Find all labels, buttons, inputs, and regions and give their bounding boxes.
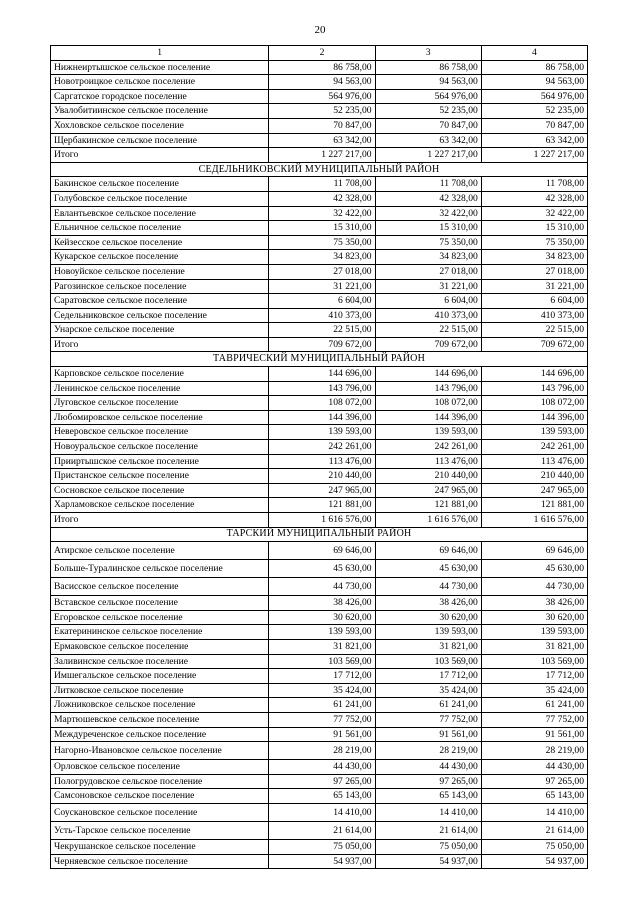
settlement-name-cell: Ельничное сельское поселение — [51, 221, 269, 236]
value-cell-4: 42 328,00 — [481, 191, 587, 206]
value-cell-3: 86 758,00 — [375, 60, 481, 75]
value-cell-2: 63 342,00 — [269, 133, 375, 148]
value-cell-3: 61 241,00 — [375, 698, 481, 713]
value-cell-2: 30 620,00 — [269, 610, 375, 625]
value-cell-4: 65 143,00 — [481, 789, 587, 804]
value-cell-2: 108 072,00 — [269, 396, 375, 411]
value-cell-3: 31 221,00 — [375, 279, 481, 294]
settlement-name-cell: Евлантьевское сельское поселение — [51, 206, 269, 221]
value-cell-3: 75 050,00 — [375, 839, 481, 854]
value-cell-2: 27 018,00 — [269, 264, 375, 279]
table-row — [51, 596, 588, 611]
value-cell-2: 65 143,00 — [269, 789, 375, 804]
value-cell-4: 1 227 217,00 — [481, 148, 587, 163]
value-cell-3: 31 821,00 — [375, 639, 481, 654]
value-cell-4: 63 342,00 — [481, 133, 587, 148]
settlement-name-cell: Итого — [51, 513, 269, 528]
value-cell-2: 42 328,00 — [269, 191, 375, 206]
value-cell-3: 69 646,00 — [375, 542, 481, 560]
settlement-name-cell: Кейзесское сельское поселение — [51, 235, 269, 250]
value-cell-3: 15 310,00 — [375, 221, 481, 236]
value-cell-3: 709 672,00 — [375, 337, 481, 352]
settlement-name-cell: Ложниковское сельское поселение — [51, 698, 269, 713]
table-row — [51, 118, 588, 133]
budget-table — [50, 45, 588, 869]
value-cell-4: 75 050,00 — [481, 839, 587, 854]
section-title: ТАВРИЧЕСКИЙ МУНИЦИПАЛЬНЫЙ РАЙОН — [51, 352, 588, 367]
value-cell-4: 45 630,00 — [481, 560, 587, 578]
settlement-name-cell: Нижнеиртышское сельское поселение — [51, 60, 269, 75]
value-cell-3: 35 424,00 — [375, 683, 481, 698]
value-cell-3: 22 515,00 — [375, 323, 481, 338]
value-cell-4: 242 261,00 — [481, 440, 587, 455]
value-cell-3: 42 328,00 — [375, 191, 481, 206]
value-cell-3: 17 712,00 — [375, 669, 481, 684]
value-cell-4: 1 616 576,00 — [481, 513, 587, 528]
table-row — [51, 789, 588, 804]
table-row — [51, 323, 588, 338]
value-cell-2: 247 965,00 — [269, 483, 375, 498]
value-cell-4: 31 221,00 — [481, 279, 587, 294]
page-number: 20 — [314, 24, 326, 36]
settlement-name-cell: Соускановское сельское поселение — [51, 803, 269, 821]
value-cell-4: 54 937,00 — [481, 854, 587, 869]
value-cell-4: 564 976,00 — [481, 89, 587, 104]
value-cell-3: 28 219,00 — [375, 742, 481, 760]
value-cell-3: 77 752,00 — [375, 712, 481, 727]
value-cell-4: 210 440,00 — [481, 469, 587, 484]
settlement-name-cell: Харламовское сельское поселение — [51, 498, 269, 513]
value-cell-3: 144 396,00 — [375, 410, 481, 425]
value-cell-3: 410 373,00 — [375, 308, 481, 323]
settlement-name-cell: Хохловское сельское поселение — [51, 118, 269, 133]
settlement-name-cell: Имшегальское сельское поселение — [51, 669, 269, 684]
value-cell-3: 242 261,00 — [375, 440, 481, 455]
value-cell-2: 31 821,00 — [269, 639, 375, 654]
value-cell-3: 21 614,00 — [375, 821, 481, 839]
value-cell-3: 113 476,00 — [375, 454, 481, 469]
value-cell-4: 144 396,00 — [481, 410, 587, 425]
value-cell-2: 32 422,00 — [269, 206, 375, 221]
settlement-name-cell: Ермаковское сельское поселение — [51, 639, 269, 654]
settlement-name-cell: Неверовское сельское поселение — [51, 425, 269, 440]
value-cell-4: 34 823,00 — [481, 250, 587, 265]
table-row — [51, 264, 588, 279]
table-row — [51, 654, 588, 669]
value-cell-2: 31 221,00 — [269, 279, 375, 294]
value-cell-2: 61 241,00 — [269, 698, 375, 713]
value-cell-4: 709 672,00 — [481, 337, 587, 352]
value-cell-4: 108 072,00 — [481, 396, 587, 411]
header-cell-1: 1 — [51, 46, 269, 61]
settlement-name-cell: Бакинское сельское поселение — [51, 177, 269, 192]
table-row — [51, 839, 588, 854]
table-row — [51, 483, 588, 498]
settlement-name-cell: Саратовское сельское поселение — [51, 294, 269, 309]
table-row — [51, 75, 588, 90]
value-cell-3: 44 430,00 — [375, 760, 481, 775]
value-cell-2: 242 261,00 — [269, 440, 375, 455]
value-cell-4: 247 965,00 — [481, 483, 587, 498]
table-row — [51, 250, 588, 265]
value-cell-3: 27 018,00 — [375, 264, 481, 279]
table-row — [51, 89, 588, 104]
table-row — [51, 774, 588, 789]
value-cell-3: 34 823,00 — [375, 250, 481, 265]
settlement-name-cell: Междуреченское сельское поселение — [51, 727, 269, 742]
value-cell-4: 91 561,00 — [481, 727, 587, 742]
table-row — [51, 469, 588, 484]
value-cell-4: 103 569,00 — [481, 654, 587, 669]
settlement-name-cell: Самсоновское сельское поселение — [51, 789, 269, 804]
value-cell-3: 121 881,00 — [375, 498, 481, 513]
settlement-name-cell: Пристанское сельское поселение — [51, 469, 269, 484]
table-row — [51, 854, 588, 869]
value-cell-2: 86 758,00 — [269, 60, 375, 75]
value-cell-2: 121 881,00 — [269, 498, 375, 513]
settlement-name-cell: Васисское сельское поселение — [51, 578, 269, 596]
value-cell-2: 97 265,00 — [269, 774, 375, 789]
table-row — [51, 625, 588, 640]
value-cell-2: 11 708,00 — [269, 177, 375, 192]
table-row — [51, 381, 588, 396]
total-row — [51, 148, 588, 163]
value-cell-4: 38 426,00 — [481, 596, 587, 611]
value-cell-3: 65 143,00 — [375, 789, 481, 804]
value-cell-4: 113 476,00 — [481, 454, 587, 469]
settlement-name-cell: Егоровское сельское поселение — [51, 610, 269, 625]
value-cell-2: 94 563,00 — [269, 75, 375, 90]
value-cell-4: 139 593,00 — [481, 625, 587, 640]
table-row — [51, 454, 588, 469]
value-cell-4: 17 712,00 — [481, 669, 587, 684]
value-cell-2: 210 440,00 — [269, 469, 375, 484]
value-cell-3: 11 708,00 — [375, 177, 481, 192]
table-row — [51, 498, 588, 513]
value-cell-2: 144 396,00 — [269, 410, 375, 425]
table-row — [51, 104, 588, 119]
value-cell-2: 15 310,00 — [269, 221, 375, 236]
header-cell-2: 2 — [269, 46, 375, 61]
value-cell-4: 144 696,00 — [481, 367, 587, 382]
header-cell-4: 4 — [481, 46, 587, 61]
value-cell-2: 75 350,00 — [269, 235, 375, 250]
value-cell-3: 97 265,00 — [375, 774, 481, 789]
value-cell-3: 54 937,00 — [375, 854, 481, 869]
value-cell-4: 30 620,00 — [481, 610, 587, 625]
value-cell-2: 70 847,00 — [269, 118, 375, 133]
value-cell-4: 15 310,00 — [481, 221, 587, 236]
value-cell-3: 247 965,00 — [375, 483, 481, 498]
value-cell-4: 69 646,00 — [481, 542, 587, 560]
value-cell-2: 17 712,00 — [269, 669, 375, 684]
value-cell-2: 44 730,00 — [269, 578, 375, 596]
header-cell-3: 3 — [375, 46, 481, 61]
value-cell-3: 94 563,00 — [375, 75, 481, 90]
table-row — [51, 133, 588, 148]
value-cell-2: 1 616 576,00 — [269, 513, 375, 528]
settlement-name-cell: Усть-Тарское сельское поселение — [51, 821, 269, 839]
value-cell-2: 144 696,00 — [269, 367, 375, 382]
total-row — [51, 513, 588, 528]
value-cell-4: 97 265,00 — [481, 774, 587, 789]
settlement-name-cell: Седельниковское сельское поселение — [51, 308, 269, 323]
table-row — [51, 542, 588, 560]
value-cell-3: 30 620,00 — [375, 610, 481, 625]
value-cell-2: 45 630,00 — [269, 560, 375, 578]
value-cell-2: 709 672,00 — [269, 337, 375, 352]
section-title: ТАРСКИЙ МУНИЦИПАЛЬНЫЙ РАЙОН — [51, 527, 588, 542]
table-row — [51, 760, 588, 775]
settlement-name-cell: Унарское сельское поселение — [51, 323, 269, 338]
value-cell-3: 139 593,00 — [375, 625, 481, 640]
table-row — [51, 308, 588, 323]
value-cell-2: 103 569,00 — [269, 654, 375, 669]
value-cell-3: 38 426,00 — [375, 596, 481, 611]
settlement-name-cell: Больше-Туралинское сельское поселение — [51, 560, 269, 578]
settlement-name-cell: Пологрудовское сельское поселение — [51, 774, 269, 789]
value-cell-2: 35 424,00 — [269, 683, 375, 698]
value-cell-2: 54 937,00 — [269, 854, 375, 869]
table-row — [51, 396, 588, 411]
value-cell-4: 11 708,00 — [481, 177, 587, 192]
value-cell-4: 52 235,00 — [481, 104, 587, 119]
value-cell-4: 143 796,00 — [481, 381, 587, 396]
value-cell-2: 52 235,00 — [269, 104, 375, 119]
value-cell-2: 28 219,00 — [269, 742, 375, 760]
section-header-row — [51, 162, 588, 177]
settlement-name-cell: Чекрушанское сельское поселение — [51, 839, 269, 854]
settlement-name-cell: Сосновское сельское поселение — [51, 483, 269, 498]
section-title: СЕДЕЛЬНИКОВСКИЙ МУНИЦИПАЛЬНЫЙ РАЙОН — [51, 162, 588, 177]
section-header-row — [51, 527, 588, 542]
value-cell-4: 77 752,00 — [481, 712, 587, 727]
value-cell-3: 108 072,00 — [375, 396, 481, 411]
table-row — [51, 425, 588, 440]
value-cell-4: 14 410,00 — [481, 803, 587, 821]
value-cell-2: 410 373,00 — [269, 308, 375, 323]
settlement-name-cell: Рагозинское сельское поселение — [51, 279, 269, 294]
settlement-name-cell: Екатерининское сельское поселение — [51, 625, 269, 640]
value-cell-4: 32 422,00 — [481, 206, 587, 221]
settlement-name-cell: Карповское сельское поселение — [51, 367, 269, 382]
value-cell-4: 21 614,00 — [481, 821, 587, 839]
table-row — [51, 235, 588, 250]
settlement-name-cell: Новоуйское сельское поселение — [51, 264, 269, 279]
table-row — [51, 440, 588, 455]
value-cell-4: 70 847,00 — [481, 118, 587, 133]
value-cell-4: 61 241,00 — [481, 698, 587, 713]
value-cell-2: 77 752,00 — [269, 712, 375, 727]
settlement-name-cell: Заливинское сельское поселение — [51, 654, 269, 669]
value-cell-4: 28 219,00 — [481, 742, 587, 760]
settlement-name-cell: Орловское сельское поселение — [51, 760, 269, 775]
table-row — [51, 683, 588, 698]
table-row — [51, 206, 588, 221]
table-row — [51, 821, 588, 839]
settlement-name-cell: Кукарское сельское поселение — [51, 250, 269, 265]
value-cell-2: 22 515,00 — [269, 323, 375, 338]
settlement-name-cell: Новоуральское сельское поселение — [51, 440, 269, 455]
settlement-name-cell: Итого — [51, 148, 269, 163]
value-cell-3: 70 847,00 — [375, 118, 481, 133]
table-row — [51, 803, 588, 821]
value-cell-4: 86 758,00 — [481, 60, 587, 75]
settlement-name-cell: Мартюшевское сельское поселение — [51, 712, 269, 727]
table-row — [51, 669, 588, 684]
value-cell-2: 113 476,00 — [269, 454, 375, 469]
value-cell-3: 52 235,00 — [375, 104, 481, 119]
settlement-name-cell: Итого — [51, 337, 269, 352]
value-cell-4: 94 563,00 — [481, 75, 587, 90]
value-cell-4: 27 018,00 — [481, 264, 587, 279]
value-cell-3: 32 422,00 — [375, 206, 481, 221]
value-cell-2: 143 796,00 — [269, 381, 375, 396]
value-cell-2: 1 227 217,00 — [269, 148, 375, 163]
settlement-name-cell: Атирское сельское поселение — [51, 542, 269, 560]
value-cell-3: 210 440,00 — [375, 469, 481, 484]
table-row — [51, 742, 588, 760]
value-cell-3: 139 593,00 — [375, 425, 481, 440]
value-cell-4: 44 730,00 — [481, 578, 587, 596]
table-row — [51, 610, 588, 625]
table-body — [51, 60, 588, 869]
total-row — [51, 337, 588, 352]
value-cell-2: 91 561,00 — [269, 727, 375, 742]
value-cell-3: 103 569,00 — [375, 654, 481, 669]
value-cell-3: 144 696,00 — [375, 367, 481, 382]
header-row — [51, 46, 588, 61]
value-cell-3: 6 604,00 — [375, 294, 481, 309]
value-cell-2: 564 976,00 — [269, 89, 375, 104]
settlement-name-cell: Луговское сельское поселение — [51, 396, 269, 411]
table-row — [51, 294, 588, 309]
settlement-name-cell: Черняевское сельское поселение — [51, 854, 269, 869]
settlement-name-cell: Щербакинское сельское поселение — [51, 133, 269, 148]
table-row — [51, 698, 588, 713]
value-cell-2: 44 430,00 — [269, 760, 375, 775]
value-cell-3: 45 630,00 — [375, 560, 481, 578]
value-cell-4: 75 350,00 — [481, 235, 587, 250]
value-cell-3: 1 227 217,00 — [375, 148, 481, 163]
value-cell-4: 31 821,00 — [481, 639, 587, 654]
value-cell-2: 69 646,00 — [269, 542, 375, 560]
value-cell-2: 139 593,00 — [269, 625, 375, 640]
table-row — [51, 191, 588, 206]
settlement-name-cell: Прииртышское сельское поселение — [51, 454, 269, 469]
value-cell-4: 44 430,00 — [481, 760, 587, 775]
settlement-name-cell: Голубовское сельское поселение — [51, 191, 269, 206]
table-row — [51, 221, 588, 236]
value-cell-3: 1 616 576,00 — [375, 513, 481, 528]
value-cell-3: 564 976,00 — [375, 89, 481, 104]
table-row — [51, 410, 588, 425]
value-cell-3: 75 350,00 — [375, 235, 481, 250]
value-cell-2: 6 604,00 — [269, 294, 375, 309]
value-cell-4: 35 424,00 — [481, 683, 587, 698]
settlement-name-cell: Новотроицкое сельское поселение — [51, 75, 269, 90]
value-cell-2: 14 410,00 — [269, 803, 375, 821]
value-cell-2: 75 050,00 — [269, 839, 375, 854]
settlement-name-cell: Любомировское сельское поселение — [51, 410, 269, 425]
settlement-name-cell: Вставское сельское поселение — [51, 596, 269, 611]
section-header-row — [51, 352, 588, 367]
value-cell-4: 410 373,00 — [481, 308, 587, 323]
value-cell-3: 143 796,00 — [375, 381, 481, 396]
settlement-name-cell: Ленинское сельское поселение — [51, 381, 269, 396]
value-cell-4: 22 515,00 — [481, 323, 587, 338]
table-row — [51, 177, 588, 192]
value-cell-4: 121 881,00 — [481, 498, 587, 513]
table-row — [51, 712, 588, 727]
value-cell-2: 34 823,00 — [269, 250, 375, 265]
settlement-name-cell: Увалобитиинское сельское поселение — [51, 104, 269, 119]
value-cell-2: 139 593,00 — [269, 425, 375, 440]
value-cell-3: 44 730,00 — [375, 578, 481, 596]
settlement-name-cell: Литковское сельское поселение — [51, 683, 269, 698]
table-row — [51, 727, 588, 742]
value-cell-2: 21 614,00 — [269, 821, 375, 839]
table-row — [51, 560, 588, 578]
value-cell-3: 14 410,00 — [375, 803, 481, 821]
table-row — [51, 60, 588, 75]
table-row — [51, 578, 588, 596]
value-cell-2: 38 426,00 — [269, 596, 375, 611]
value-cell-4: 139 593,00 — [481, 425, 587, 440]
settlement-name-cell: Нагорно-Ивановское сельское поселение — [51, 742, 269, 760]
settlement-name-cell: Саргатское городское поселение — [51, 89, 269, 104]
value-cell-3: 63 342,00 — [375, 133, 481, 148]
table-row — [51, 367, 588, 382]
table-row — [51, 279, 588, 294]
table-row — [51, 639, 588, 654]
value-cell-3: 91 561,00 — [375, 727, 481, 742]
value-cell-4: 6 604,00 — [481, 294, 587, 309]
